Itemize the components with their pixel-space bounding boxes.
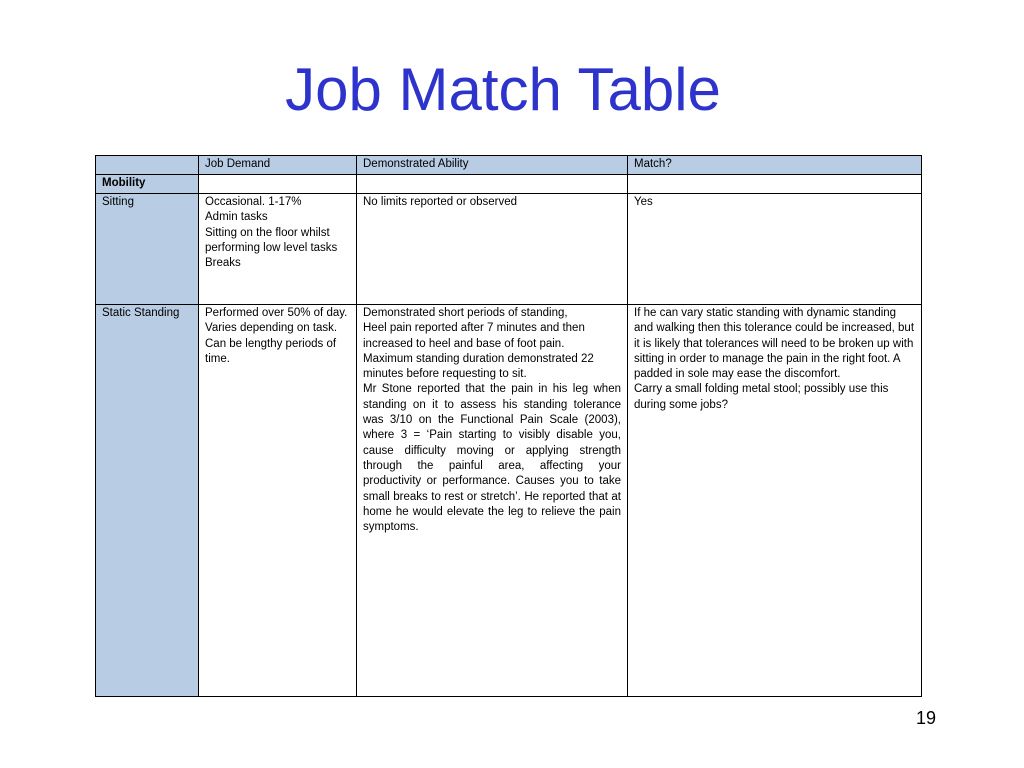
match-cell bbox=[628, 194, 922, 305]
job-match-table bbox=[95, 155, 922, 697]
job-demand-cell bbox=[199, 305, 357, 697]
slide-title: Job Match Table bbox=[285, 56, 721, 123]
job-demand-line: Performed over 50% of day. bbox=[205, 307, 348, 319]
ability-paragraph: Mr Stone reported that the pain in his leg when standing on it to assess his standing tolerance was 3/10 on the Functional Pain Scale (2003), where 3 = ‘Pain starting to visibly disable you, cause difficulty moving or applying strength through the painful area, affecting your productivity or performance. Causes you to take small breaks to rest or stretch’. He reported that at home he would elevate the leg to relieve the pain symptoms. bbox=[363, 383, 621, 534]
section-empty-cell bbox=[199, 175, 357, 194]
job-demand-line: Sitting on the floor whilst performing low level tasks bbox=[205, 226, 338, 254]
section-label: Mobility bbox=[96, 175, 199, 194]
ability-line: Maximum standing duration demonstrated 22 minutes before requesting to sit. bbox=[363, 352, 594, 381]
ability-line: No limits reported or observed bbox=[363, 196, 518, 208]
match-line: Carry a small folding metal stool; possibly use this during some jobs? bbox=[634, 383, 889, 411]
row-label: Sitting bbox=[96, 194, 199, 305]
header-cell-job-demand: Job Demand bbox=[199, 156, 357, 175]
ability-line: Heel pain reported after 7 minutes and then increased to heel and base of foot pain. bbox=[363, 322, 585, 350]
header-cell-blank bbox=[96, 156, 199, 175]
match-line: If he can vary static standing with dynamic standing and walking then this tolerance could be increased, but it is likely that tolerances will need to be broken up with sitting in order to manage the pain in the right foot. A padded in sole may ease the discomfort. bbox=[634, 307, 915, 381]
table-row-sitting bbox=[96, 194, 922, 305]
demonstrated-ability-cell bbox=[357, 305, 628, 697]
demonstrated-ability-cell bbox=[357, 194, 628, 305]
section-empty-cell bbox=[357, 175, 628, 194]
header-cell-demonstrated-ability: Demonstrated Ability bbox=[357, 156, 628, 175]
match-cell bbox=[628, 305, 922, 697]
section-row-mobility bbox=[96, 175, 922, 194]
page-number: 19 bbox=[915, 708, 936, 728]
header-cell-match: Match? bbox=[628, 156, 922, 175]
ability-line: Demonstrated short periods of standing, bbox=[363, 307, 568, 319]
job-demand-cell bbox=[199, 194, 357, 305]
match-line: Yes bbox=[634, 196, 653, 208]
table-header-row bbox=[96, 156, 922, 175]
job-demand-line: Breaks bbox=[205, 257, 241, 270]
table-row-static-standing bbox=[96, 305, 922, 697]
job-demand-line: Varies depending on task. Can be lengthy periods of time. bbox=[205, 322, 338, 365]
job-demand-line: Admin tasks bbox=[205, 211, 268, 224]
job-demand-line: Occasional. 1-17% bbox=[205, 196, 302, 208]
row-label: Static Standing bbox=[96, 305, 199, 697]
section-empty-cell bbox=[628, 175, 922, 194]
